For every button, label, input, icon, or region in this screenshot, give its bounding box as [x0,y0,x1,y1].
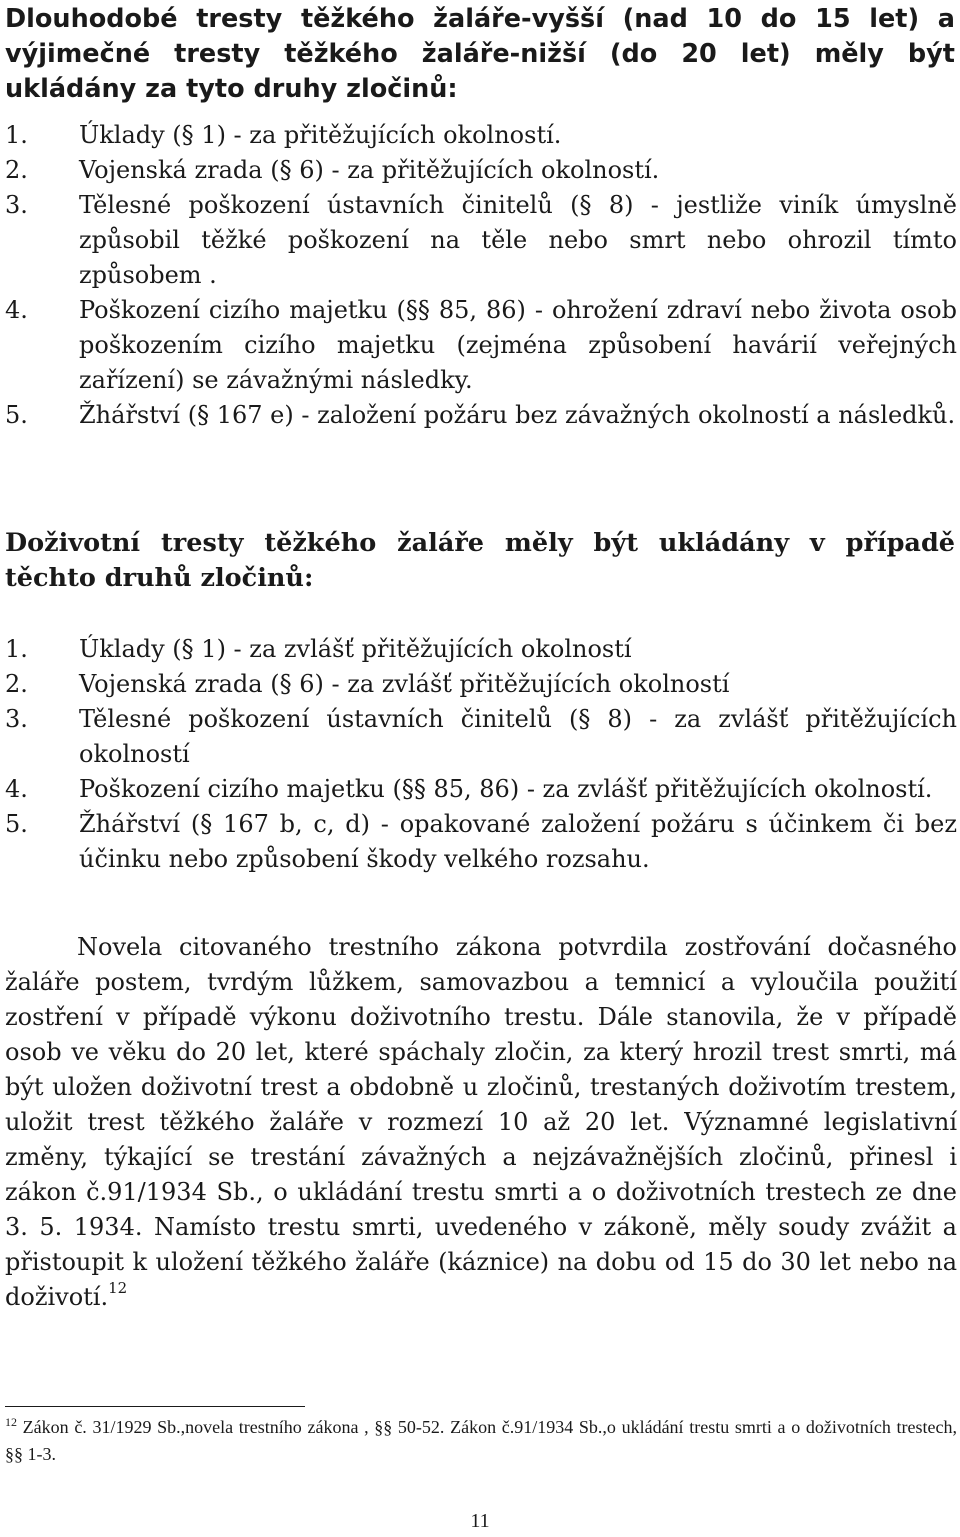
list-item-text: Poškození cizího majetku (§§ 85, 86) - za zvlášť přitěžujících okolností. [79,775,933,803]
footnote-divider [5,1406,305,1407]
list-item [5,188,957,293]
list-item-text: Tělesné poškození ústavních činitelů (§ 8) - jestliže viník úmyslně způsobil těžké poškození na těle nebo smrt nebo ohrozil tímto způsobem . [79,191,957,289]
section-heading-long-term-sentences: Dlouhodobé tresty těžkého žaláře-vyšší (nad 10 do 15 let) a výjimečné tresty těžkého žaláře-nižší (do 20 let) měly být ukládány za tyto druhy zločinů: [5,4,955,104]
list-item-text: Žhářství (§ 167 e) - založení požáru bez závažných okolností a následků. [79,401,956,429]
list-item-number: 3. [5,705,28,733]
list-item [5,398,957,433]
list-item-number: 1. [5,635,28,663]
list-item-text: Úklady (§ 1) - za zvlášť přitěžujících okolností [79,635,632,663]
list-item-text: Tělesné poškození ústavních činitelů (§ 8) - za zvlášť přitěžujících okolností [79,705,957,768]
footnote-marker: 12 [5,1415,17,1429]
list-long-term-crimes [5,118,957,433]
list-item-number: 4. [5,775,28,803]
list-item-number: 3. [5,191,28,219]
list-item [5,118,957,153]
list-item-text: Poškození cizího majetku (§§ 85, 86) - ohrožení zdraví nebo života osob poškozením cizího majetku (zejména způsobení havárií veřejných zařízení) se závažnými následky. [79,296,957,394]
list-item-number: 1. [5,121,28,149]
footnote [5,1414,957,1468]
body-paragraph-text: Novela citovaného trestního zákona potvrdila zostřování dočasného žaláře postem, tvrdým lůžkem, samovazbou a temnicí a vyloučila použití zostření v případě výkonu doživotního trestu. Dále stanovila, že v případě osob ve věku do 20 let, které spáchaly zločin, za který hrozil trest smrti, má být uložen doživotní trest a obdobně u zločinů, trestaných doživotím trestem, uložit trest těžkého žaláře v rozmezí 10 až 20 let. Významné legislativní změny, týkající se trestání závažných a nejzávažnějších zločinů, přinesl i zákon č.91/1934 Sb., o ukládání trestu smrti a o doživotních trestech ze dne 3. 5. 1934. Namísto trestu smrti, uvedeného v zákoně, měly soudy zvážit a přistoupit k uložení těžkého žaláře (káznice) na dobu od 15 do 30 let nebo na doživotí. [5,933,957,1311]
list-item [5,293,957,398]
list-item-number: 2. [5,156,28,184]
section-heading-life-sentences: Doživotní tresty těžkého žaláře měly být ukládány v případě těchto druhů zločinů: [5,528,955,593]
list-item [5,632,957,667]
list-item [5,702,957,772]
list-item-text: Úklady (§ 1) - za přitěžujících okolností. [79,121,562,149]
list-item-number: 2. [5,670,28,698]
list-life-sentence-crimes [5,632,957,877]
list-item-text: Vojenská zrada (§ 6) - za zvlášť přitěžujících okolností [79,670,730,698]
list-item-number: 5. [5,810,28,838]
list-item [5,153,957,188]
list-item [5,772,957,807]
list-item-text: Vojenská zrada (§ 6) - za přitěžujících okolností. [79,156,660,184]
list-item [5,667,957,702]
body-paragraph [5,930,957,1315]
footnote-text: Zákon č. 31/1929 Sb.,novela trestního zákona , §§ 50-52. Zákon č.91/1934 Sb.,o ukládání trestu smrti a o doživotních trestech, §§ 1-3. [5,1417,957,1464]
page-number: 11 [470,1510,490,1532]
list-item-number: 5. [5,401,28,429]
list-item-number: 4. [5,296,28,324]
footnote-reference[interactable]: 12 [108,1279,128,1297]
list-item [5,807,957,877]
list-item-text: Žhářství (§ 167 b, c, d) - opakované založení požáru s účinkem či bez účinku nebo způsobení škody velkého rozsahu. [79,810,957,873]
